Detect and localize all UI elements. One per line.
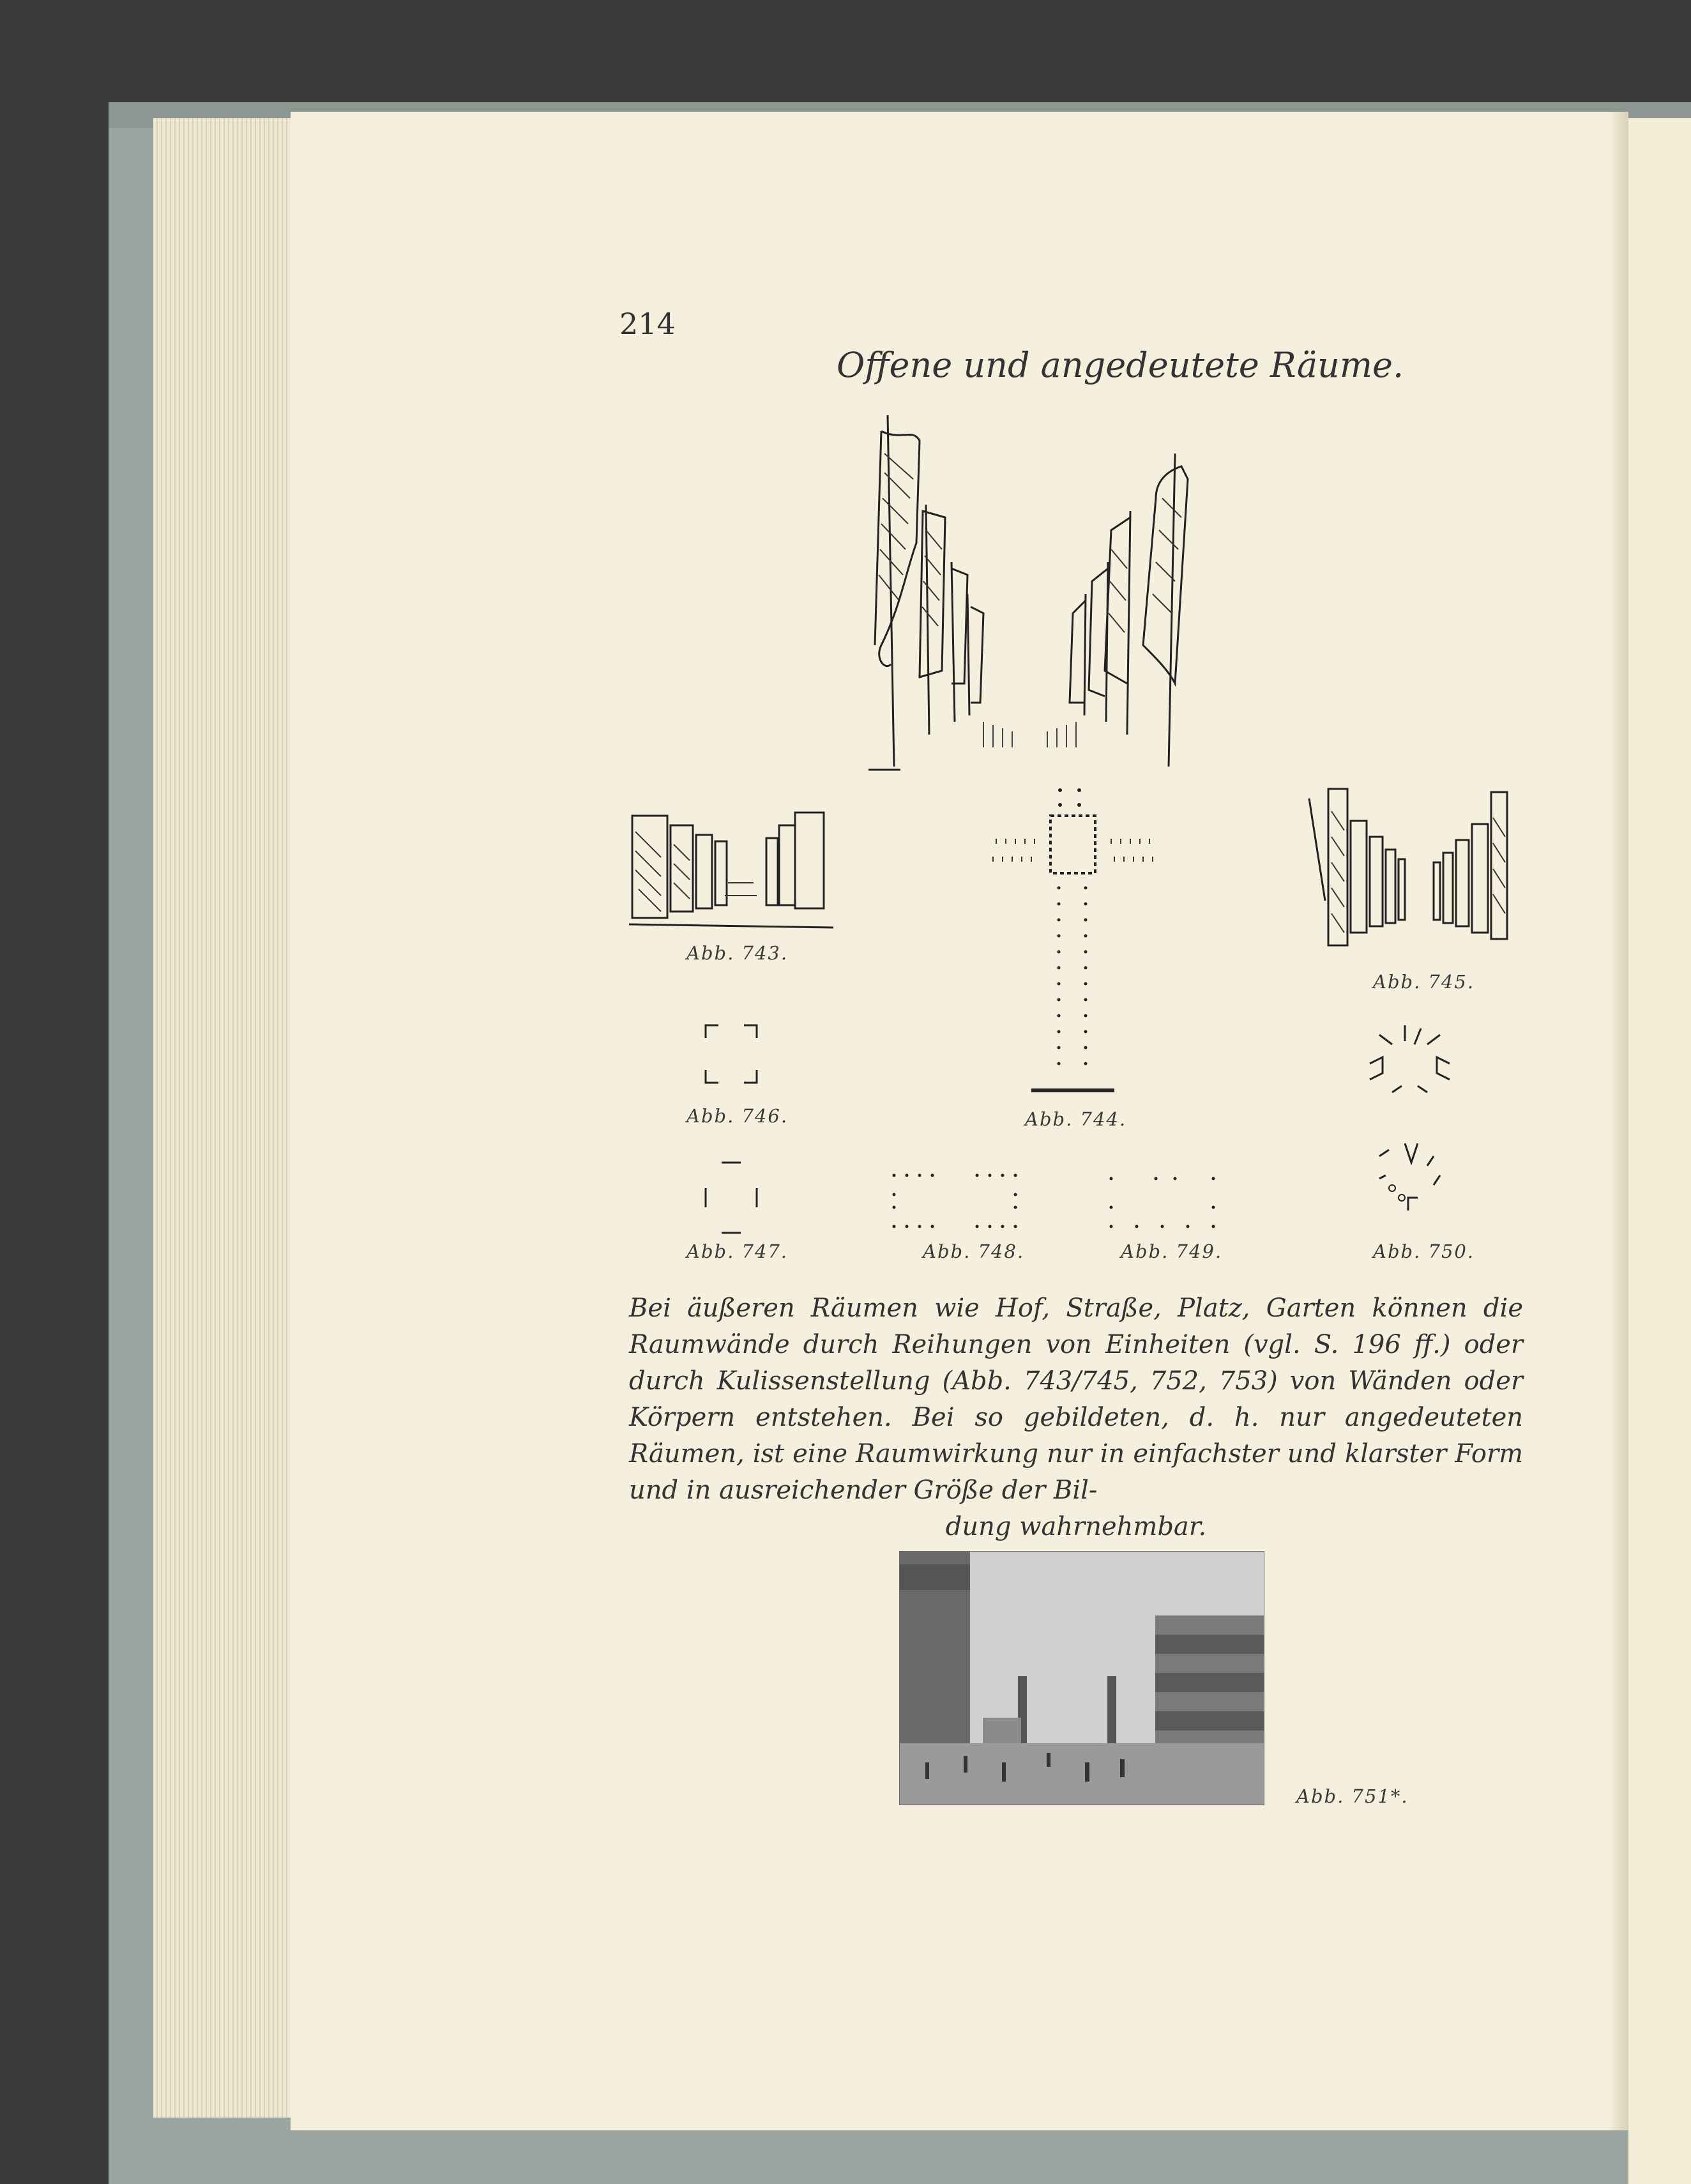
page-block-edges [153,118,294,2118]
abb-748-diagram [888,1169,1035,1233]
page-number: 214 [619,307,676,341]
abb-746-caption: Abb. 746. [686,1105,789,1127]
abb-743-caption: Abb. 743. [686,942,789,964]
body-paragraph [629,1290,1523,1545]
abb-744-caption: Abb. 744. [1025,1108,1127,1130]
abb-746-diagram [702,1022,760,1086]
abb-750-caption: Abb. 750. [1373,1241,1475,1262]
page-gutter [1609,112,1628,2130]
abb-745-sketch [1309,786,1513,952]
running-title: Offene und angedeutete Räume. [837,345,1404,385]
abb-750-diagram [1367,1022,1456,1226]
abb-743-sketch [629,806,833,940]
abb-749-diagram [1105,1172,1226,1236]
abb-744-plan [983,783,1169,1102]
abb-751-photograph [899,1551,1264,1805]
abb-751-caption: Abb. 751*. [1296,1785,1409,1807]
abb-745-caption: Abb. 745. [1373,971,1475,993]
banner-avenue-sketch [856,402,1213,773]
abb-749-caption: Abb. 749. [1121,1241,1223,1262]
abb-747-caption: Abb. 747. [686,1241,789,1262]
abb-748-caption: Abb. 748. [923,1241,1025,1262]
abb-747-diagram [702,1159,760,1236]
body-paragraph-last-line: dung wahrnehmbar. [945,1512,1207,1541]
facing-page-edge [1628,118,1691,2184]
body-paragraph-text: Bei äußeren Räumen wie Hof, Straße, Platz, Garten können die Raumwände durch Reihungen von Einheiten (vgl. S. 196 ff.) oder durch Kulissenstellung (Abb. 743/745, 752, 753) von Wänden oder Körpern entstehen. Bei so gebildeten, d. h. nur angedeuteten Räumen, ist eine Raumwirkung nur in einfachster und klarster Form und in ausreichender Größe der Bil- [629,1294,1523,1505]
